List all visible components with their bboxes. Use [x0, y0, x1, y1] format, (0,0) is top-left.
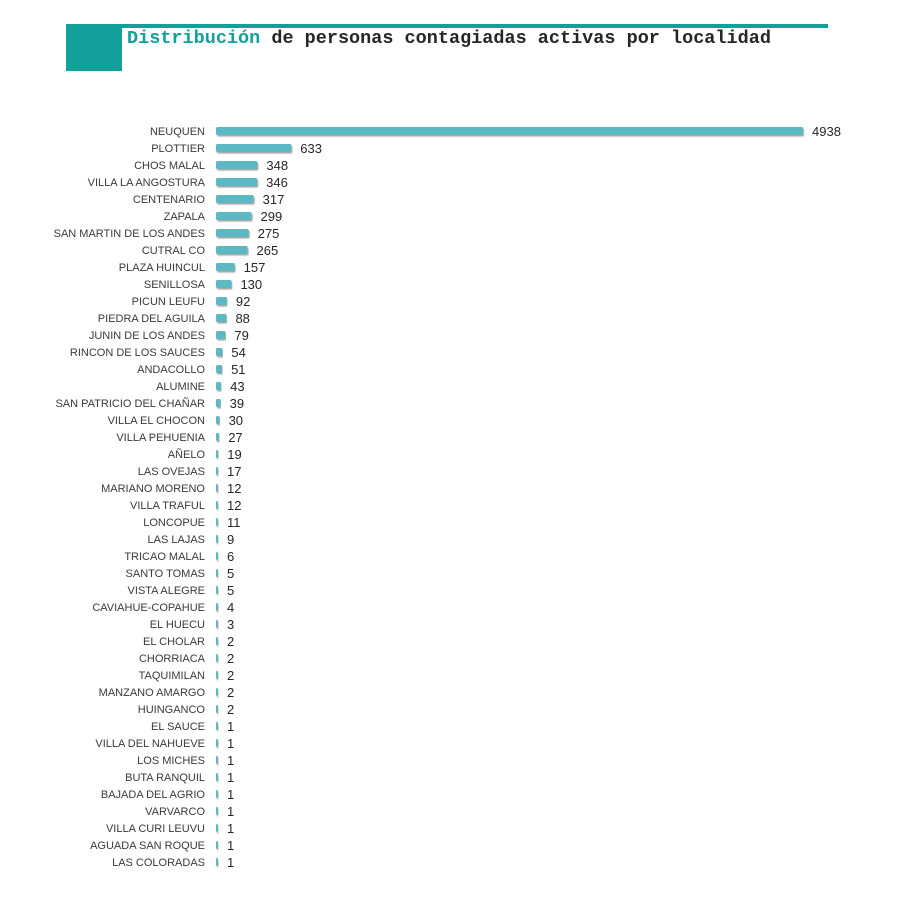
category-label-huinganco: HUINGANCO [137, 704, 205, 716]
value-label-loncopue: 11 [227, 515, 241, 530]
value-label-las-coloradas: 1 [227, 855, 235, 870]
bar-santo-tomas [216, 569, 218, 577]
bar-caviahue-copahue [216, 603, 218, 611]
bar-las-coloradas [216, 858, 218, 866]
value-label-villa-curi-leuvu: 1 [227, 821, 235, 836]
value-label-villa-traful: 12 [227, 498, 242, 513]
category-label-tricao-malal: TRICAO MALAL [124, 551, 205, 563]
value-label-rincon-de-los-sauces: 54 [231, 345, 246, 360]
category-label-neuquen: NEUQUEN [149, 126, 205, 138]
category-label-villa-pehuenia: VILLA PEHUENIA [116, 432, 205, 444]
value-label-taquimilan: 2 [227, 668, 235, 683]
bar-varvarco [216, 807, 218, 815]
value-label-san-martin-de-los-andes: 275 [257, 226, 280, 241]
category-label-picun-leufu: PICUN LEUFU [131, 296, 205, 308]
value-label-chorriaca: 2 [227, 651, 235, 666]
bar-aguada-san-roque [216, 841, 218, 849]
bar-loncopue [216, 518, 218, 526]
category-label-junin-de-los-andes: JUNIN DE LOS ANDES [88, 330, 205, 342]
bar-san-patricio-del-chanar [216, 399, 221, 407]
category-label-piedra-del-aguila: PIEDRA DEL AGUILA [97, 313, 205, 325]
value-label-bajada-del-agrio: 1 [227, 787, 235, 802]
bar-villa-curi-leuvu [216, 824, 218, 832]
category-label-villa-el-chocon: VILLA EL CHOCON [107, 415, 205, 427]
value-label-plottier: 633 [300, 141, 322, 156]
value-label-el-cholar: 2 [227, 634, 235, 649]
value-label-santo-tomas: 5 [227, 566, 235, 581]
bar-alumine [216, 382, 221, 390]
bar-plottier [216, 144, 291, 152]
bar-andacollo [216, 365, 222, 373]
bar-san-martin-de-los-andes [216, 229, 249, 237]
value-label-villa-la-angostura: 346 [266, 175, 288, 190]
category-label-los-miches: LOS MICHES [137, 755, 205, 767]
category-label-el-huecu: EL HUECU [149, 619, 205, 631]
bar-taquimilan [216, 671, 218, 679]
bar-picun-leufu [216, 297, 227, 305]
category-label-villa-del-nahueve: VILLA DEL NAHUEVE [95, 738, 205, 750]
bar-los-miches [216, 756, 218, 764]
bar-cutral-co [216, 246, 248, 254]
value-label-chos-malal: 348 [266, 158, 289, 173]
bar-bajada-del-agrio [216, 790, 218, 798]
chart-title-highlight: Distribución [127, 28, 261, 49]
category-label-bajada-del-agrio: BAJADA DEL AGRIO [100, 789, 205, 801]
category-label-varvarco: VARVARCO [145, 806, 205, 818]
value-label-varvarco: 1 [227, 804, 235, 819]
category-label-el-cholar: EL CHOLAR [143, 636, 205, 648]
bar-el-huecu [216, 620, 218, 628]
value-label-buta-ranquil: 1 [227, 770, 235, 785]
bar-villa-traful [216, 501, 218, 509]
bar-villa-del-nahueve [216, 739, 218, 747]
category-label-caviahue-copahue: CAVIAHUE-COPAHUE [92, 602, 205, 614]
category-label-chorriaca: CHORRIACA [138, 653, 205, 665]
value-label-plaza-huincul: 157 [243, 260, 266, 275]
category-label-san-patricio-del-chanar: SAN PATRICIO DEL CHAÑAR [55, 398, 205, 410]
value-label-cutral-co: 265 [256, 243, 279, 258]
value-label-vista-alegre: 5 [227, 583, 235, 598]
value-label-picun-leufu: 92 [235, 294, 251, 309]
value-label-neuquen: 4938 [812, 124, 841, 139]
bar-villa-la-angostura [216, 178, 257, 186]
value-label-san-patricio-del-chanar: 39 [229, 396, 245, 411]
value-label-las-ovejas: 17 [227, 464, 242, 479]
bar-anelo [216, 450, 218, 458]
bar-chorriaca [216, 654, 218, 662]
bar-zapala [216, 212, 252, 220]
bar-neuquen [216, 127, 803, 135]
category-label-el-sauce: EL SAUCE [150, 721, 205, 733]
category-label-santo-tomas: SANTO TOMAS [125, 568, 205, 580]
bar-centenario [216, 195, 254, 203]
bar-rincon-de-los-sauces [216, 348, 222, 356]
bar-mariano-moreno [216, 484, 218, 492]
value-label-centenario: 317 [262, 192, 285, 207]
bar-las-ovejas [216, 467, 218, 475]
bar-chos-malal [216, 161, 257, 169]
value-label-aguada-san-roque: 1 [227, 838, 235, 853]
value-label-manzano-amargo: 2 [227, 685, 235, 700]
value-label-los-miches: 1 [227, 753, 235, 768]
bar-piedra-del-aguila [216, 314, 226, 322]
category-label-plaza-huincul: PLAZA HUINCUL [118, 262, 205, 274]
bar-manzano-amargo [216, 688, 218, 696]
category-label-chos-malal: CHOS MALAL [134, 160, 205, 172]
category-label-aguada-san-roque: AGUADA SAN ROQUE [90, 840, 205, 852]
value-label-huinganco: 2 [227, 702, 235, 717]
category-label-zapala: ZAPALA [163, 211, 205, 223]
value-label-piedra-del-aguila: 88 [235, 311, 250, 326]
category-label-las-coloradas: LAS COLORADAS [112, 857, 205, 869]
value-label-senillosa: 130 [240, 277, 263, 292]
value-label-mariano-moreno: 12 [227, 481, 242, 496]
category-label-alumine: ALUMINE [156, 381, 205, 393]
value-label-junin-de-los-andes: 79 [234, 328, 249, 343]
value-label-andacollo: 51 [231, 362, 246, 377]
bar-plaza-huincul [216, 263, 235, 271]
value-label-alumine: 43 [230, 379, 245, 394]
category-label-mariano-moreno: MARIANO MORENO [101, 483, 205, 495]
category-label-andacollo: ANDACOLLO [137, 364, 205, 376]
bar-tricao-malal [216, 552, 218, 560]
bar-las-lajas [216, 535, 218, 543]
value-label-el-huecu: 3 [227, 617, 235, 632]
category-label-san-martin-de-los-andes: SAN MARTIN DE LOS ANDES [53, 228, 205, 240]
category-label-rincon-de-los-sauces: RINCON DE LOS SAUCES [69, 347, 205, 359]
chart-title-rest: de personas contagiadas activas por localidad [260, 28, 771, 49]
bar-junin-de-los-andes [216, 331, 225, 339]
category-label-villa-curi-leuvu: VILLA CURI LEUVU [105, 823, 205, 835]
value-label-villa-el-chocon: 30 [228, 413, 244, 428]
category-label-buta-ranquil: BUTA RANQUIL [125, 772, 205, 784]
bar-el-cholar [216, 637, 218, 645]
value-label-caviahue-copahue: 4 [227, 600, 235, 615]
category-label-centenario: CENTENARIO [132, 194, 205, 206]
category-label-manzano-amargo: MANZANO AMARGO [98, 687, 205, 699]
bar-villa-pehuenia [216, 433, 219, 441]
value-label-las-lajas: 9 [227, 532, 235, 547]
value-label-villa-del-nahueve: 1 [227, 736, 235, 751]
bar-senillosa [216, 280, 231, 288]
category-label-las-ovejas: LAS OVEJAS [137, 466, 205, 478]
bar-vista-alegre [216, 586, 218, 594]
value-label-tricao-malal: 6 [227, 549, 235, 564]
category-label-anelo: AÑELO [167, 449, 205, 461]
category-label-plottier: PLOTTIER [151, 143, 205, 155]
category-label-senillosa: SENILLOSA [143, 279, 205, 291]
value-label-anelo: 19 [227, 447, 242, 462]
category-label-villa-la-angostura: VILLA LA ANGOSTURA [87, 177, 205, 189]
category-label-cutral-co: CUTRAL CO [141, 245, 205, 257]
bar-huinganco [216, 705, 218, 713]
bar-buta-ranquil [216, 773, 218, 781]
category-label-loncopue: LONCOPUE [143, 517, 205, 529]
category-label-vista-alegre: VISTA ALEGRE [127, 585, 205, 597]
value-label-el-sauce: 1 [227, 719, 235, 734]
category-label-las-lajas: LAS LAJAS [147, 534, 205, 546]
category-label-taquimilan: TAQUIMILAN [138, 670, 205, 682]
bar-el-sauce [216, 722, 218, 730]
value-label-villa-pehuenia: 27 [228, 430, 243, 445]
value-label-zapala: 299 [260, 209, 283, 224]
bar-villa-el-chocon [216, 416, 220, 424]
category-label-villa-traful: VILLA TRAFUL [130, 500, 205, 512]
